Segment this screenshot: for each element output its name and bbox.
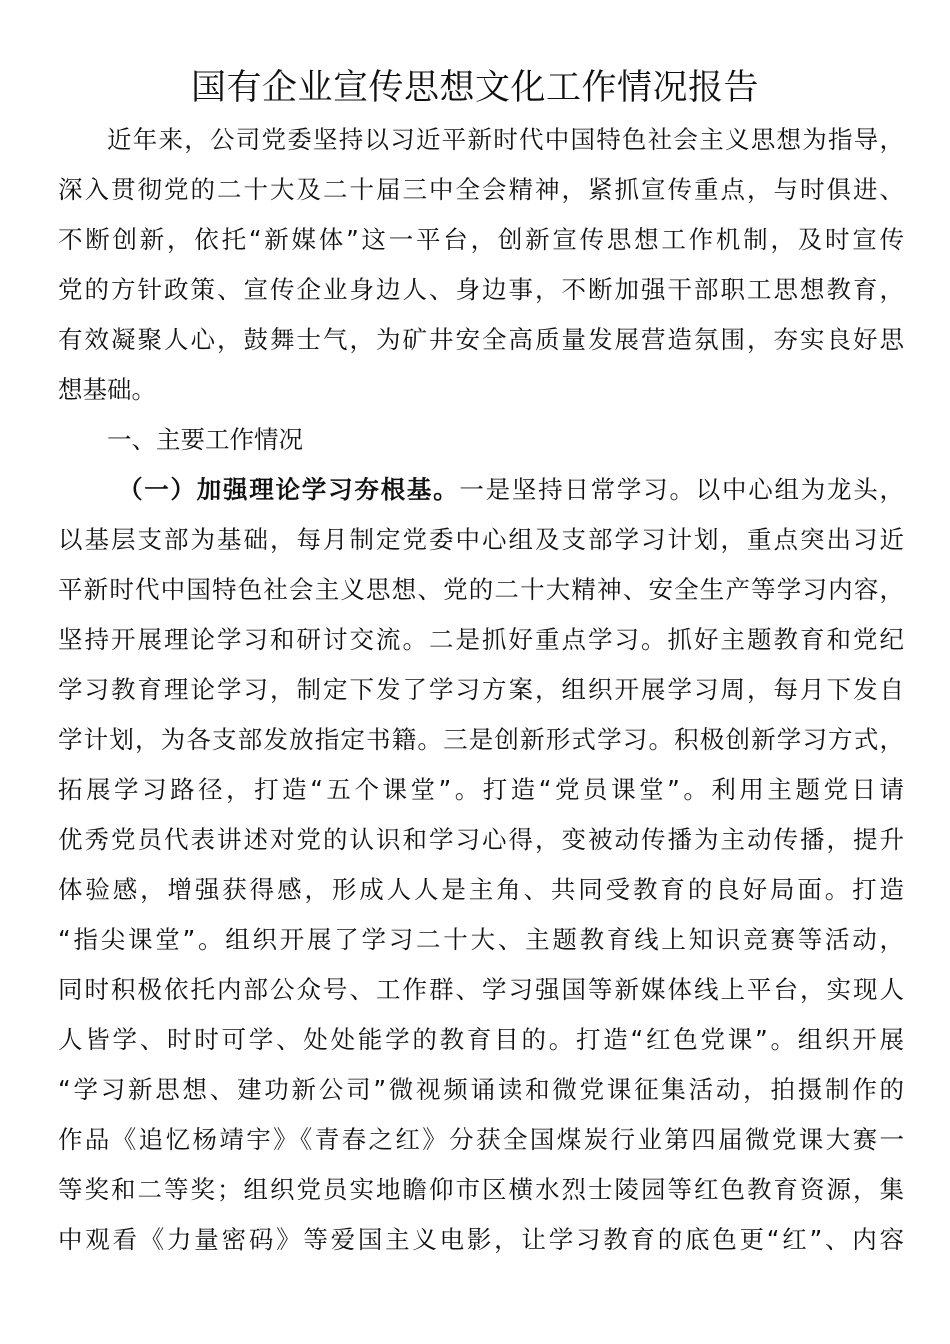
section-heading: 一、主要工作情况	[107, 425, 303, 454]
body-line: 体验感，增强获得感，形成人人是主角、共同受教育的良好局面。打造	[58, 875, 904, 904]
subsection-heading: （一）加强理论学习夯根基。	[118, 475, 460, 504]
intro-line: 深入贯彻党的二十大及二十届三中全会精神，紧抓宣传重点，与时俱进、	[58, 175, 904, 204]
body-line: 以基层支部为基础，每月制定党委中心组及支部学习计划，重点突出习近	[58, 525, 904, 554]
body-line: 作品《追忆杨靖宇》《青春之红》分获全国煤炭行业第四届微党课大赛一	[58, 1125, 904, 1154]
body-line: 中观看《力量密码》等爱国主义电影，让学习教育的底色更“红”、内容	[58, 1225, 904, 1254]
body-line: 学计划，为各支部发放指定书籍。三是创新形式学习。积极创新学习方式，	[58, 725, 904, 754]
body-line: 同时积极依托内部公众号、工作群、学习强国等新媒体线上平台，实现人	[58, 975, 904, 1004]
document-body	[58, 115, 904, 1265]
intro-line: 不断创新，依托“新媒体”这一平台，创新宣传思想工作机制，及时宣传	[58, 225, 904, 254]
intro-line: 党的方针政策、宣传企业身边人、身边事，不断加强干部职工思想教育，	[58, 275, 904, 304]
intro-line: 想基础。	[58, 375, 156, 404]
body-line: “指尖课堂”。组织开展了学习二十大、主题教育线上知识竞赛等活动，	[58, 925, 904, 954]
body-line: 拓展学习路径，打造“五个课堂”。打造“党员课堂”。利用主题党日请	[58, 775, 904, 804]
document-title: 国有企业宣传思想文化工作情况报告	[190, 68, 759, 108]
body-line: 坚持开展理论学习和研讨交流。二是抓好重点学习。抓好主题教育和党纪	[58, 625, 904, 654]
intro-line: 有效凝聚人心，鼓舞士气，为矿井安全高质量发展营造氛围，夯实良好思	[58, 325, 904, 354]
body-line: 平新时代中国特色社会主义思想、党的二十大精神、安全生产等学习内容，	[58, 575, 904, 604]
body-line: “学习新思想、建功新公司”微视频诵读和微党课征集活动，拍摄制作的	[58, 1075, 904, 1104]
body-line: 优秀党员代表讲述对党的认识和学习心得，变被动传播为主动传播，提升	[58, 825, 904, 854]
body-line: 学习教育理论学习，制定下发了学习方案，组织开展学习周，每月下发自	[58, 675, 904, 704]
body-line: 人皆学、时时可学、处处能学的教育目的。打造“红色党课”。组织开展	[58, 1025, 904, 1054]
intro-line: 近年来，公司党委坚持以习近平新时代中国特色社会主义思想为指导，	[107, 125, 904, 154]
body-line: 等奖和二等奖；组织党员实地瞻仰市区横水烈士陵园等红色教育资源，集	[58, 1175, 904, 1204]
subsection-first-line	[58, 465, 904, 515]
subsection-first-line-text: 一是坚持日常学习。以中心组为龙头，	[459, 475, 904, 504]
